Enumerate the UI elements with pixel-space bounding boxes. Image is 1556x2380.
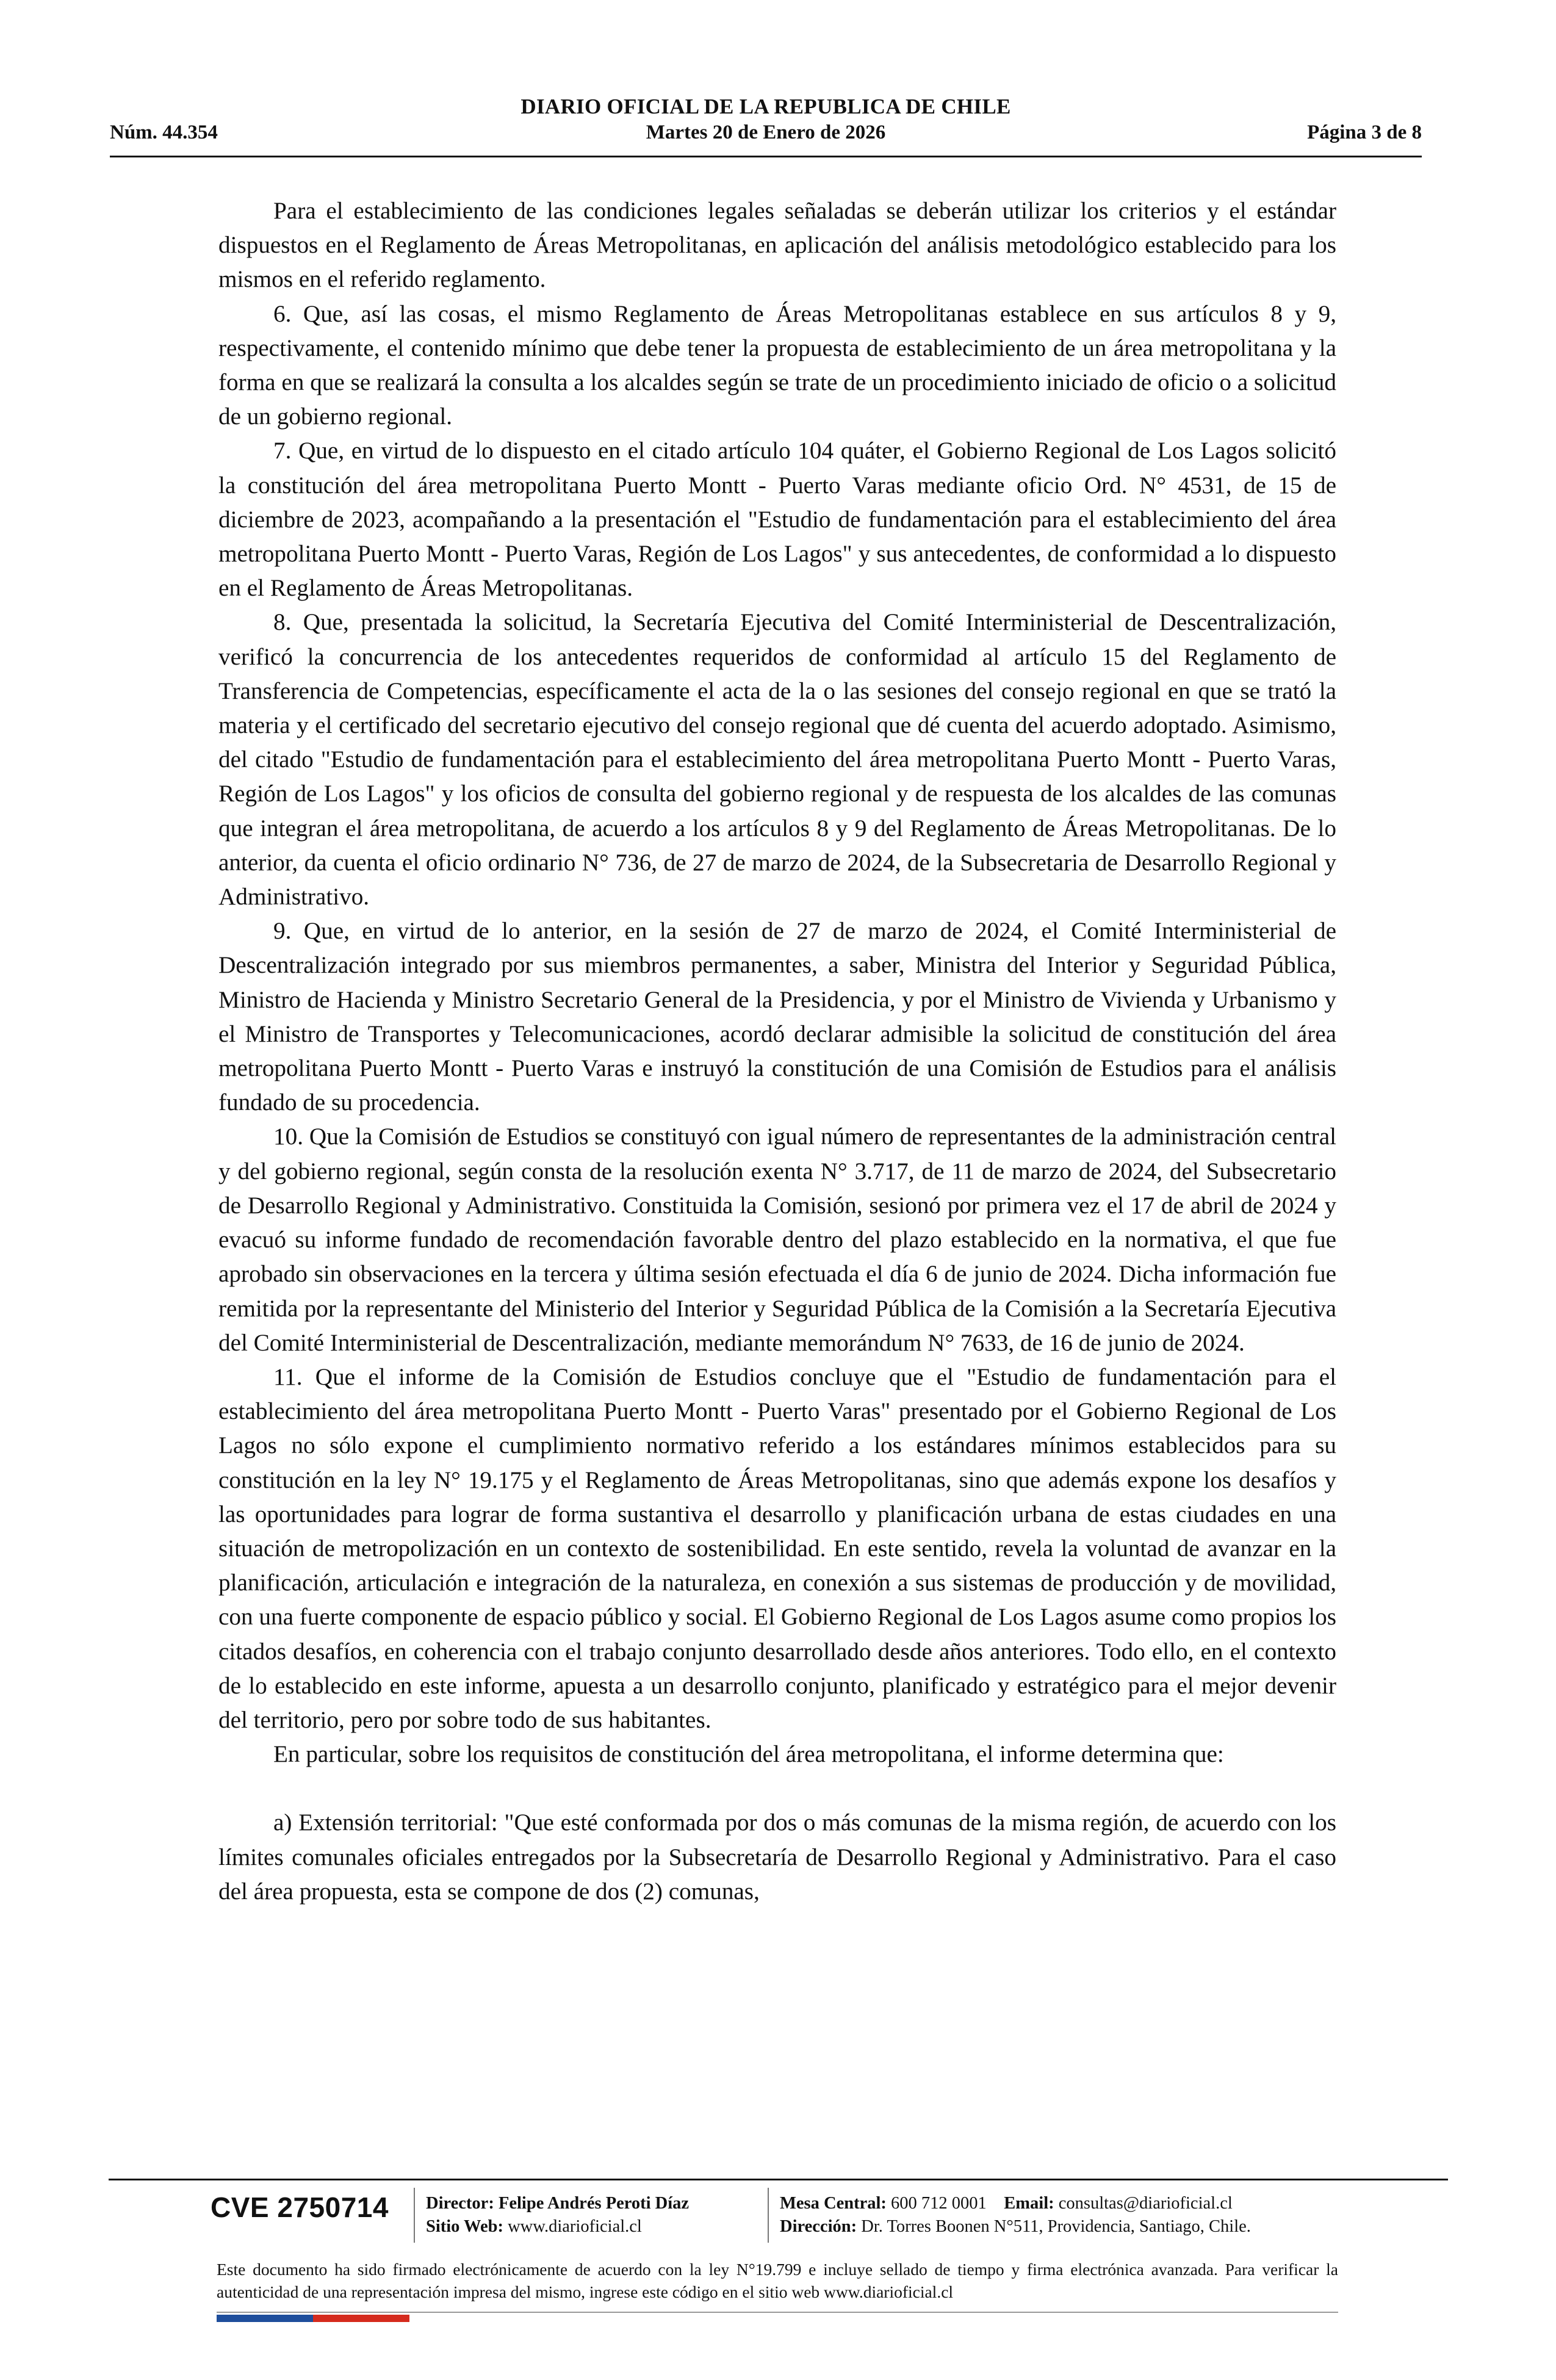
publication-title: DIARIO OFICIAL DE LA REPUBLICA DE CHILE	[520, 95, 1011, 118]
paragraph: 9. Que, en virtud de lo anterior, en la sesión de 27 de marzo de 2024, el Comité Interministerial de Descentralización integrado por sus miembros permanentes, a saber, Ministra del Interior y Seguridad Pública, Ministro de Hacienda y Ministro Secretario General de la Presidencia, y por el Ministro de Vivienda y Urbanismo y el Ministro de Transportes y Telecomunicaciones, acordó declarar admisible la solicitud de constitución del área metropolitana Puerto Montt - Puerto Varas e instruyó la constitución de una Comisión de Estudios para el análisis fundado de su procedencia.	[218, 918, 1336, 1116]
header-divider	[110, 156, 1422, 157]
page-indicator: Página 3 de 8	[1307, 121, 1422, 143]
issue-date: Martes 20 de Enero de 2026	[646, 121, 886, 143]
page-header	[110, 95, 1422, 153]
email-label: Email:	[1004, 2194, 1054, 2213]
issue-number: Núm. 44.354	[110, 121, 218, 143]
address-label: Dirección:	[780, 2217, 857, 2236]
paragraph-item-a: a) Extensión territorial: "Que esté conformada por dos o más comunas de la misma región, de acuerdo con los límites comunales oficiales entregados por la Subsecretaría de Desarrollo Regional y Administrativo. Para el caso del área propuesta, esta se compone de dos (2) comunas,	[218, 1809, 1336, 1905]
paragraph: 6. Que, así las cosas, el mismo Reglamento de Áreas Metropolitanas establece en sus artículos 8 y 9, respectivamente, el contenido mínimo que debe tener la propuesta de establecimiento de un área metropolitana y la forma en que se realizará la consulta a los alcaldes según se trate de un procedimiento iniciado de oficio o a solicitud de un gobierno regional.	[218, 300, 1336, 430]
legal-notice: Este documento ha sido firmado electrónicamente de acuerdo con la ley N°19.799 e incluye sellado de tiempo y firma electrónica avanzada. Para verificar la autenticidad de una representación impresa del mismo, ingrese este código en el sitio web www.diarioficial.cl	[217, 2260, 1338, 2301]
paragraph: En particular, sobre los requisitos de constitución del área metropolitana, el informe determina que:	[273, 1741, 1224, 1768]
footer-director-block	[426, 2192, 689, 2238]
footer-separator	[768, 2188, 769, 2243]
paragraph-gap	[218, 1772, 1336, 1806]
flag-red-segment	[313, 2315, 409, 2322]
paragraph: 11. Que el informe de la Comisión de Estudios concluye que el "Estudio de fundamentación para el establecimiento del área metropolitana Puerto Montt - Puerto Varas" presentado por el Gobierno Regional de Los Lagos no sólo expone el cumplimiento normativo referido a los estándares mínimos establecidos para su constitución en la ley N° 19.175 y el Reglamento de Áreas Metropolitanas, sino que además expone los desafíos y las oportunidades para lograr de forma sustantiva el desarrollo y planificación urbana de estas ciudades en una situación de metropolización en un contexto de sostenibilidad. En este sentido, revela la voluntad de avanzar en la planificación, articulación e integración de la naturaleza, en conexión a sus sistemas de producción y de movilidad, con una fuerte componente de espacio público y social. El Gobierno Regional de Los Lagos asume como propios los citados desafíos, en coherencia con el trabajo conjunto desarrollado desde años anteriores. Todo ello, en el contexto de lo establecido en este informe, apuesta a un desarrollo conjunto, planificado y estratégico para el mejor devenir del territorio, pero por sobre todo de sus habitantes.	[218, 1363, 1336, 1733]
address-value: Dr. Torres Boonen N°511, Providencia, Santiago, Chile.	[861, 2217, 1251, 2236]
footer-bottom-divider	[217, 2312, 1338, 2313]
chile-flag-stripe	[217, 2315, 409, 2322]
phone-label: Mesa Central:	[780, 2194, 887, 2213]
cve-code: CVE 2750714	[211, 2191, 389, 2223]
document-body	[218, 194, 1336, 1909]
flag-blue-segment	[217, 2315, 313, 2322]
website-label: Sitio Web:	[426, 2217, 503, 2236]
website-link[interactable]: www.diarioficial.cl	[508, 2217, 642, 2236]
footer-contact-block	[780, 2192, 1251, 2238]
paragraph: 8. Que, presentada la solicitud, la Secretaría Ejecutiva del Comité Interministerial de Descentralización, verificó la concurrencia de los antecedentes requeridos de conformidad al artículo 15 del Reglamento de Transferencia de Competencias, específicamente el acta de la o las sesiones del consejo regional en que se trató la materia y el certificado del secretario ejecutivo del consejo regional que dé cuenta del acuerdo adoptado. Asimismo, del citado "Estudio de fundamentación para el establecimiento del área metropolitana Puerto Montt - Puerto Varas, Región de Los Lagos" y los oficios de consulta del gobierno regional y de respuesta de los alcaldes de las comunas que integran el área metropolitana, de acuerdo a los artículos 8 y 9 del Reglamento de Áreas Metropolitanas. De lo anterior, da cuenta el oficio ordinario N° 736, de 27 de marzo de 2024, de la Subsecretaria de Desarrollo Regional y Administrativo.	[218, 609, 1336, 911]
footer-divider	[109, 2179, 1448, 2180]
footer-separator	[414, 2188, 415, 2243]
paragraph: 7. Que, en virtud de lo dispuesto en el citado artículo 104 quáter, el Gobierno Regional de Los Lagos solicitó la constitución del área metropolitana Puerto Montt - Puerto Varas mediante oficio Ord. N° 4531, de 15 de diciembre de 2023, acompañando a la presentación el "Estudio de fundamentación para el establecimiento del área metropolitana Puerto Montt - Puerto Varas, Región de Los Lagos" y sus antecedentes, de conformidad a lo dispuesto en el Reglamento de Áreas Metropolitanas.	[218, 438, 1336, 602]
phone-value: 600 712 0001	[891, 2194, 987, 2213]
director-label: Director:	[426, 2194, 494, 2213]
paragraph: Para el establecimiento de las condiciones legales señaladas se deberán utilizar los criterios y el estándar dispuestos en el Reglamento de Áreas Metropolitanas, en aplicación del análisis metodológico establecido para los mismos en el referido reglamento.	[218, 198, 1336, 293]
director-name: Felipe Andrés Peroti Díaz	[498, 2194, 690, 2213]
email-link[interactable]: consultas@diarioficial.cl	[1058, 2194, 1233, 2213]
paragraph: 10. Que la Comisión de Estudios se constituyó con igual número de representantes de la administración central y del gobierno regional, según consta de la resolución exenta N° 3.717, de 11 de marzo de 2024, del Subsecretario de Desarrollo Regional y Administrativo. Constituida la Comisión, sesionó por primera vez el 17 de abril de 2024 y evacuó su informe fundado de recomendación favorable dentro del plazo establecido en la normativa, el que fue aprobado sin observaciones en la tercera y última sesión efectuada el día 6 de junio de 2024. Dicha información fue remitida por la representante del Ministerio del Interior y Seguridad Pública de la Comisión a la Secretaría Ejecutiva del Comité Interministerial de Descentralización, mediante memorándum N° 7633, de 16 de junio de 2024.	[218, 1123, 1336, 1356]
